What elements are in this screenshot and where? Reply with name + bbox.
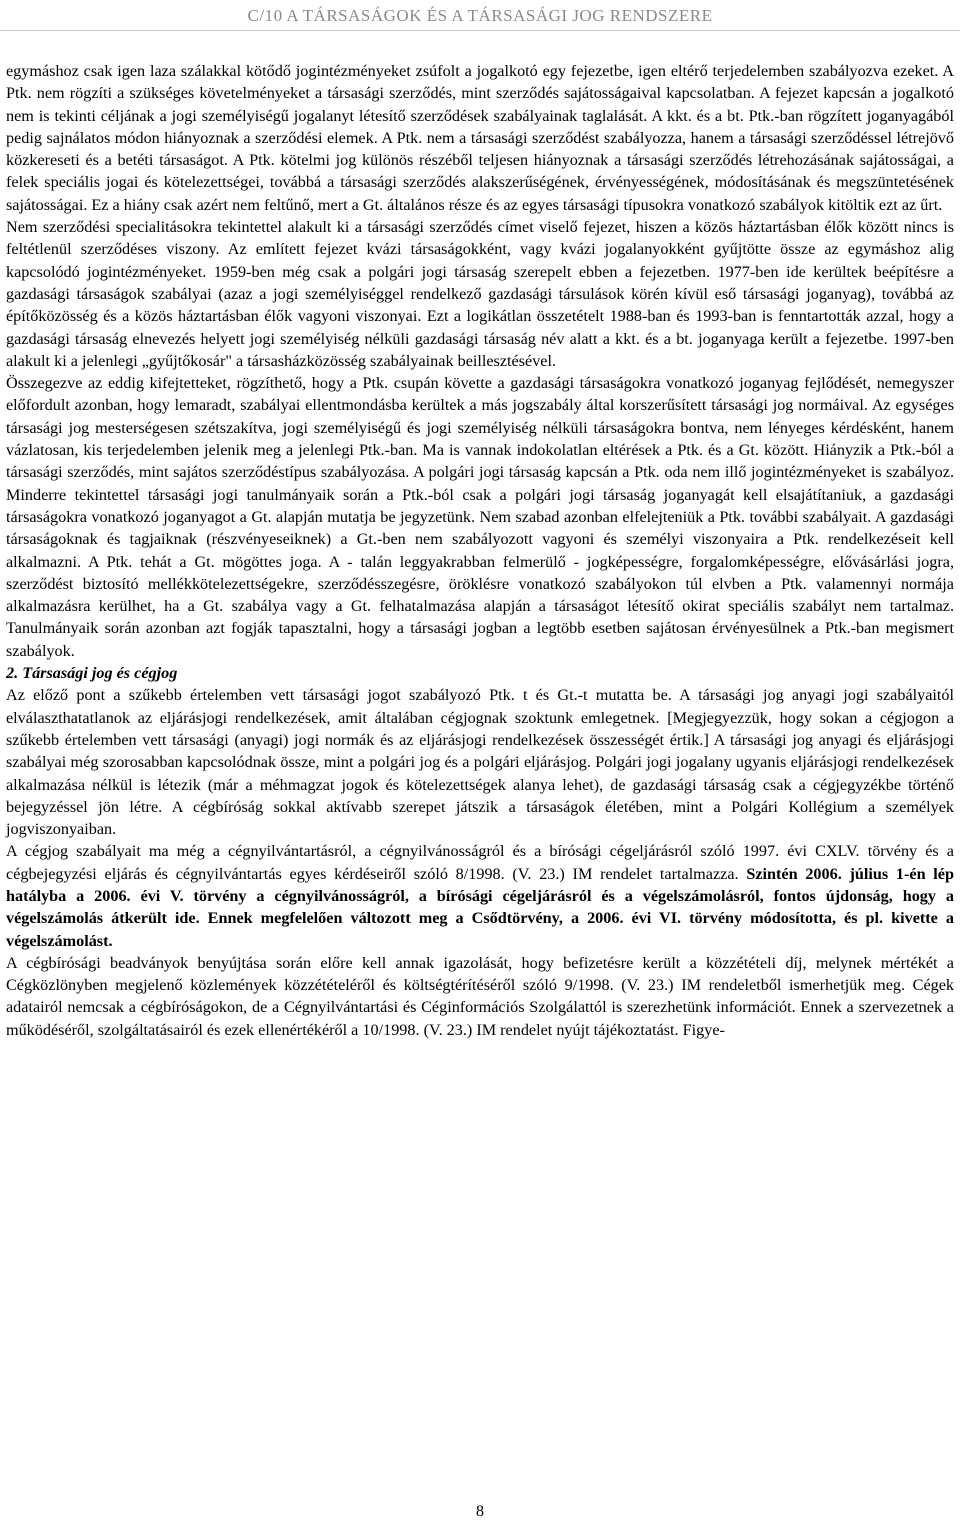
running-header: C/10 A TÁRSASÁGOK ÉS A TÁRSASÁGI JOG RENDSZERE [247,6,713,25]
paragraph-5-regular: A cégjog szabályait ma még a cégnyilvántartásról, a cégnyilvánosságról és a bírósági cégeljárásról szóló 1997. évi CXLV. törvény és a cégbejegyzési eljárás és cégnyilvántartás egyes kérdéseiről szóló 8/1998. (V. 23.) IM rendelet tartalmazza. [6,842,954,883]
section-heading: 2. Társasági jog és cégjog [6,664,178,683]
paragraph-4: Az előző pont a szűkebb értelemben vett társasági jogot szabályozó Ptk. t és Gt.-t mutatta be. A társasági jog anyagi jogi szabályaitól elválaszthatatlanok az eljárásjogi rendelkezések, amit általában cégjognak szoktunk emlegetnek. [Megjegyezzük, hogy sokan a cégjogon a szűkebb értelemben vett társasági (anyagi) jogi normák és az eljárásjogi rendelkezések összességét értik.] A társasági jog anyagi és eljárásjogi szabályai még szorosabban kapcsolódnak össze, mint a polgári jog és a polgári eljárásjog. Polgári jogi jogalany ugyanis eljárásjogi rendelkezések alkalmazása nélkül is létezik (már a méhmagzat jogok és kötelezettségek alanya lehet), de gazdasági társaság csak a cégjegyzékbe történő bejegyzéssel jön létre. A cégbíróság sokkal aktívabb szerepet játszik a társaságok életében, mint a Polgári Kollégium a személyek jogviszonyaiban. [6,686,954,839]
paragraph-6: A cégbírósági beadványok benyújtása során előre kell annak igazolását, hogy befizetésre került a közzétételi díj, melynek mértékét a Cégközlönyben megjelenő közlemények közzétételéről és költségtérítéséről szóló 9/1998. (V. 23.) IM rendeletből ismerhetjük meg. Cégek adatairól nemcsak a cégbíróságokon, de a Cégnyilvántartási és Céginformációs Szolgálattól is szerezhetünk információt. Ennek a szervezetnek a működéséről, szolgáltatásairól és ezek ellenértékéről a 10/1998. (V. 23.) IM rendelet nyújt tájékoztatást. Figye- [6,953,954,1039]
paragraph-5-bold: Szintén 2006. július 1-én lép hatályba a 2006. évi V. törvény a cégnyilvánosságról, a bírósági cégeljárásról és a végelszámolásról, fontos újdonság, hogy a végelszámolás átkerült ide. Ennek megfelelően változott meg a Csődtörvény, a 2006. évi VI. törvény módosította, és pl. kivette a végelszámolást. [6,864,954,950]
paragraph-2: Nem szerződési specialitásokra tekintettel alakult ki a társasági szerződés címet viselő fejezet, hiszen a közös háztartásban élők között nincs is feltétlenül szerződéses viszony. Az említett fejezet kvázi társaságokként, vagy kvázi jogalanyokként gyűjtötte össze az egymáshoz alig kapcsolódó jogintézményeket. 1959-ben még csak a polgári jogi társaság szerepelt ebben a fejezetben. 1977-ben ide kerültek beépítésre a gazdasági társaságok szabályai (azaz a jogi személyiséggel rendelkező gazdasági társulások körén kívül eső társasági joganyag), továbbá az építőközösség és a közös háztartásban élők vagyoni viszonyai. Ezt a logikátlan összetételt 1988-ban és 1993-ban is fenntartották azzal, hogy a gazdasági társaság elnevezés helyett jogi személyiség nélküli gazdasági társaság név alatt a kkt. és a bt. joganyaga került a fejezetbe. 1997-ben alakult ki a jelenlegi „gyűjtőkosár" a társasházközösség szabályainak beillesztésével. [6,218,954,370]
header-divider [0,30,960,31]
document-body [6,60,954,1041]
page-number: 8 [476,1503,484,1520]
paragraph-5 [6,840,954,951]
paragraph-3: Összegezve az eddig kifejtetteket, rögzíthető, hogy a Ptk. csupán követte a gazdasági társaságokra vonatkozó joganyag fejlődését, nemegyszer előfordult azonban, hogy lemaradt, szabályai ellentmondásba kerültek a más jogszabály által korszerűsített társasági jog normáival. Az egységes társasági jog mesterségesen szétszakítva, jogi személyiségű és jogi személyiség nélküli társaságokra bontva, nem lényeges kérdésként, hanem vázlatosan, kis terjedelemben jelenik meg a jelenlegi Ptk.-ban. Ma is vannak indokolatlan eltérések a Ptk. és a Gt. között. Hiányzik a Ptk.-ból a társasági szerződés, mint sajátos szerződéstípus szabályozása. A polgári jogi társaság kapcsán a Ptk. oda nem illő jogintézményeket is szabályoz. Minderre tekintettel társasági jogi tanulmányaik során a Ptk.-ból csak a polgári jogi társaság joganyagát kell elsajátítaniuk, a gazdasági társaságokra vonatkozó joganyagot a Gt. alapján mutatja be jegyzetünk. Nem szabad azonban elfelejteniük a Ptk. további szabályait. A gazdasági társaságoknak és tagjaiknak (részvényeseiknek) a Gt.-ben nem szabályozott vagyoni és személyi viszonyaira a Ptk. rendelkezéseit kell alkalmazni. A Ptk. tehát a Gt. mögöttes joga. A - talán leggyakrabban felmerülő - jogképességre, forgalomképességre, elővásárlási jogra, szerződést biztosító mellékkötelezettségekre, szerződésszegésre, öröklésre vonatkozó szabályokon túl elvben a Ptk. valamennyi normája alkalmazásra kerülhet, ha a Gt. szabálya vagy a Gt. felhatalmazása alapján a társaságot létesítő okirat speciális szabályt nem tartalmaz. Tanulmányaik során azonban azt fogják tapasztalni, hogy a társasági jogban a legtöbb esetben sajátosan érvényesülnek a Ptk.-ban megismert szabályok. [6,374,954,660]
paragraph-1: egymáshoz csak igen laza szálakkal kötődő jogintézményeket zsúfolt a jogalkotó egy fejezetbe, igen eltérő terjedelemben szabályozva ezeket. A Ptk. nem rögzíti a szükséges követelményeket a társasági szerződés, mint szerződés sajátosságaival kapcsolatban. A fejezet kapcsán a jogalkotó nem is tekinti céljának a jogi személyiségű jogalanyt létesítő szerződések szabályainak taglalását. A kkt. és a bt. Ptk.-ban rögzített joganyagából pedig sajnálatos módon hiányoznak a szerződési elemek. A Ptk. nem a társasági szerződést szabályozza, hanem a társasági szerződéssel létrejövő közkereseti és a betéti társaságot. A Ptk. kötelmi jog különös részéből teljesen hiányoznak a társasági szerződés létrehozásának sajátosságai, a felek speciális jogai és kötelezettségei, továbbá a társasági szerződés alakszerűségének, érvényességének, módosításának és megszüntetésének sajátosságai. Ez a hiány csak azért nem feltűnő, mert a Gt. általános része és az egyes társasági típusokra vonatkozó szabályok kitöltik ezt az űrt. [6,62,954,214]
